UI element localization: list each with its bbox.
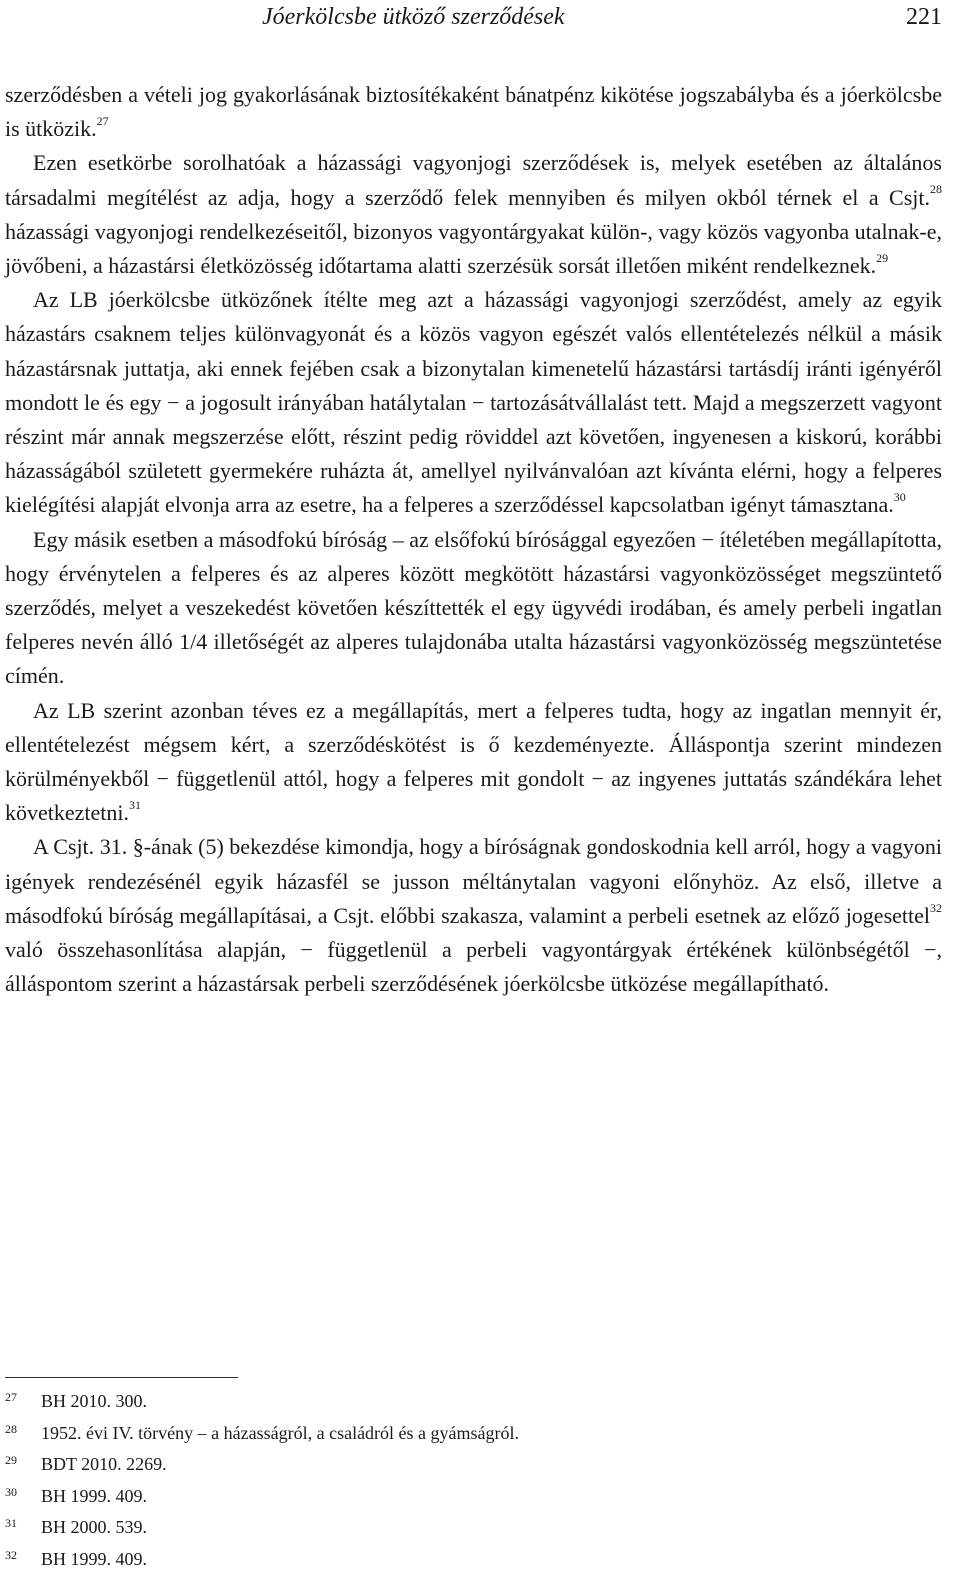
page-header	[0, 2, 960, 36]
text-run: szerződésben a vételi jog gyakorlásának biztosítékaként bánatpénz kikötése jogszabályba és a jóerkölcsbe is ütközik.	[5, 82, 942, 142]
footnote	[5, 1481, 945, 1513]
footnote	[5, 1386, 945, 1418]
footnote-text: BH 2010. 300.	[41, 1391, 148, 1411]
footnote-text: BH 1999. 409.	[41, 1548, 148, 1569]
text-run: Az LB szerint azonban téves ez a megállapítás, mert a felperes tudta, hogy az ingatlan mennyit ér, ellentételezést mégsem kért, a szerződéskötést is ő kezdeményezte. Álláspontja szerint mindezen körülményekből − függetlenül attól, hogy a felperes mit gondolt − az ingyenes juttatás szándékára lehet következtetni.	[5, 697, 942, 826]
paragraph	[5, 146, 942, 283]
text-run: házassági vagyonjogi rendelkezéseitől, bizonyos vagyontárgyakat külön-, vagy közös vagyonba utalnak-e, jövőbeni, a házastársi életközösség időtartama alatti szerzésük sorsát illetően miként rendelkeznek.	[5, 218, 942, 279]
footnote-ref[interactable]: 30	[893, 490, 906, 505]
footnote	[5, 1449, 945, 1481]
footnote-separator	[5, 1377, 238, 1378]
footnote-number: 31	[5, 1516, 17, 1531]
footnote-number: 30	[5, 1484, 17, 1499]
footnotes	[5, 1386, 945, 1576]
footnote-number: 27	[5, 1390, 17, 1404]
footnote-ref[interactable]: 27	[96, 113, 109, 128]
text-run: való összehasonlítása alapján, − függetlenül a perbeli vagyontárgyak értékének különbségétől −, álláspontom szerint a házastársak perbeli szerződésének jóerkölcsbe ütközése megállapítható.	[5, 937, 942, 997]
paragraph	[5, 523, 942, 694]
text-run: Az LB jóerkölcsbe ütközőnek ítélte meg azt a házassági vagyonjogi szerződést, amely az egyik házastárs csaknem teljes különvagyonát és a közös vagyon egészét valós ellentételezés nélkül a másik házastársnak juttatja, aki ennek fejében csak a bizonytalan kimenetelű házastársi tartásdíj iránti igényéről mondott le és egy − a jogosult irányában hatálytalan − tartozásátvállalást tett. Majd a megszerzett vagyont részint már annak megszerzése előtt, részint pedig röviddel azt követően, ingyenesen a kiskorú, korábbi házasságából született gyermekére ruházta át, amellyel nyilvánvalóan azt kívánta elérni, hogy a felperes kielégítési alapját elvonja arra az esetre, ha a felperes a szerződéssel kapcsolatban igényt támasztana.	[5, 287, 942, 518]
paragraph	[5, 830, 942, 1001]
page-number: 221	[906, 4, 942, 30]
running-title: Jóerkölcsbe ütköző szerződések	[262, 4, 565, 30]
paragraph	[5, 283, 942, 522]
footnote-ref[interactable]: 32	[930, 900, 942, 915]
paragraph	[5, 78, 942, 146]
text-run: Ezen esetkörbe sorolhatóak a házassági vagyonjogi szerződések is, melyek esetében az általános társadalmi megítélést az adja, hogy a szerződő felek mennyiben és milyen okból térnek el a Csjt.	[5, 150, 942, 210]
footnote-number: 32	[5, 1547, 17, 1562]
footnote	[5, 1544, 945, 1576]
footnote-text: BDT 2010. 2269.	[41, 1454, 167, 1475]
footnote	[5, 1512, 945, 1544]
main-text	[5, 78, 942, 1001]
text-run: A Csjt. 31. §-ának (5) bekezdése kimondja, hogy a bíróságnak gondoskodnia kell arról, hogy a vagyoni igények rendezésénél egyik házasfél se jusson méltánytalan vagyoni előnyhöz. Az első, illetve a másodfokú bíróság megállapításai, a Csjt. előbbi szakasza, valamint a perbeli esetnek az előző jogesettel	[5, 834, 942, 928]
footnote-text: 1952. évi IV. törvény – a házasságról, a családról és a gyámságról.	[41, 1422, 520, 1443]
footnote-text: BH 1999. 409.	[41, 1485, 148, 1506]
footnote-number: 29	[5, 1453, 17, 1468]
footnote-ref[interactable]: 28	[930, 182, 942, 197]
footnote-text: BH 2000. 539.	[41, 1517, 148, 1538]
text-run: Egy másik esetben a másodfokú bíróság – az elsőfokú bírósággal egyezően − ítéletében megállapította, hogy érvénytelen a felperes és az alperes között megkötött házastársi vagyonközösséget megszüntető szerződés, melyet a veszekedést követően készíttették el egy ügyvédi irodában, és amely perbeli ingatlan felperes nevén álló 1/4 illetőségét az alperes tulajdonába utalta házastársi vagyonközösség megszüntetése címén.	[5, 526, 942, 689]
footnote	[5, 1418, 945, 1450]
footnote-ref[interactable]: 29	[876, 250, 889, 265]
paragraph	[5, 694, 942, 831]
footnote-number: 28	[5, 1421, 17, 1436]
footnote-ref[interactable]: 31	[129, 797, 142, 812]
